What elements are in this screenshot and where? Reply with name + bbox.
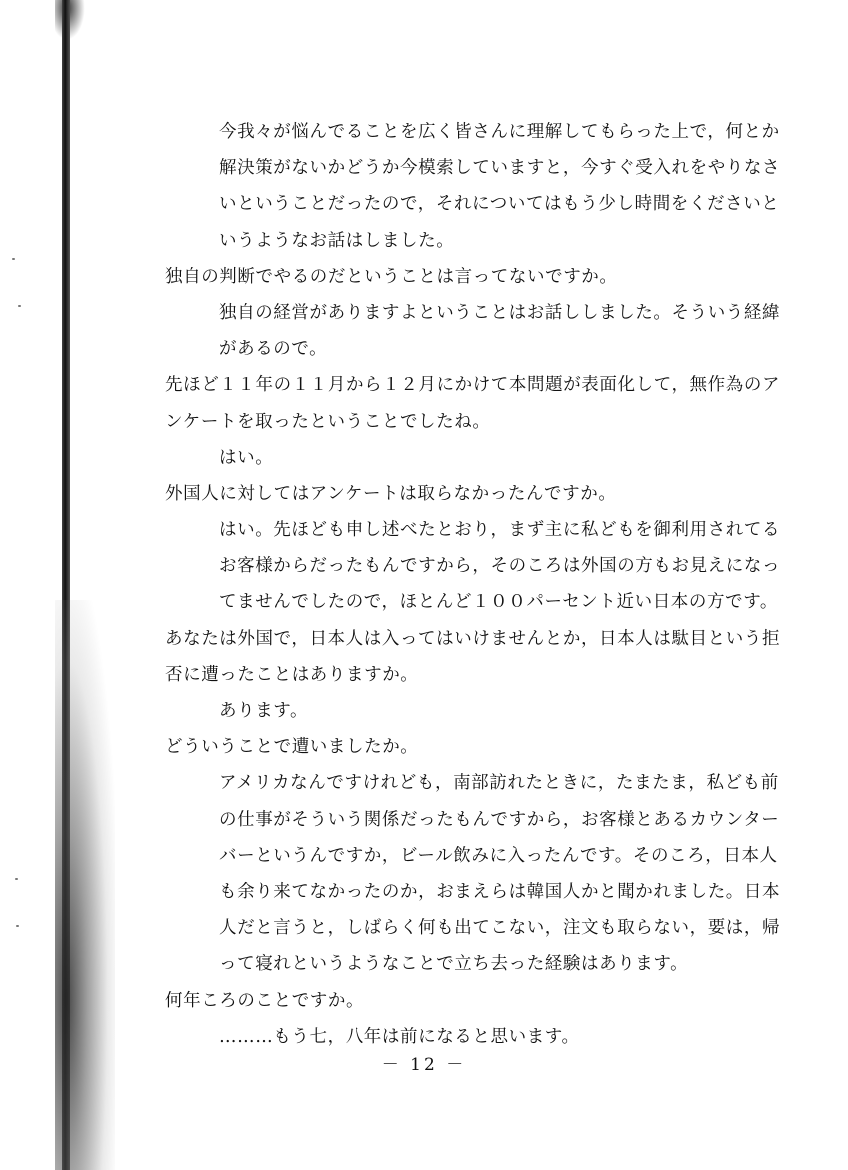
answer-line: 今我々が悩んでることを広く皆さんに理解してもらった上で，何とか: [219, 122, 780, 142]
question-line: ンケートを取ったということでしたね。: [165, 411, 491, 432]
answer-line: 人だと言うと，しばらく何も出てこない，注文も取らない，要は，帰: [219, 918, 781, 939]
question-line: 独自の判断でやるのだということは言ってないですか。: [165, 266, 618, 287]
question-line: どういうことで遭いましたか。: [165, 737, 419, 758]
answer-line: 独自の経営がありますよということはお話ししました。そういう経緯: [219, 302, 781, 323]
answer-line: アメリカなんですけれども，南部訪れたときに，たまたま，私ども前: [219, 773, 779, 794]
page-number: － 12 －: [381, 1055, 467, 1075]
answer-line: って寝れというようなことで立ち去った経験はあります。: [219, 954, 689, 975]
answer-line: いうようなお話はしました。: [219, 230, 455, 251]
answer-line: ………もう七，八年は前になると思います。: [219, 1026, 580, 1047]
answer-line: はい。: [219, 447, 274, 468]
scan-speck: [12, 258, 15, 260]
scan-speck: [18, 305, 21, 307]
answer-line: あります。: [219, 701, 309, 721]
answer-line: バーというんですか，ビール飲みに入ったんです。そのころ，日本人: [219, 845, 778, 866]
question-line: 先ほど１１年の１１月から１２月にかけて本問題が表面化して，無作為のア: [165, 375, 781, 396]
question-line: 外国人に対してはアンケートは取らなかったんですか。: [165, 483, 617, 504]
question-line: 否に遭ったことはありますか。: [165, 664, 419, 685]
question-line: 何年ころのことですか。: [165, 990, 365, 1011]
scan-speck: [15, 878, 18, 880]
answer-line: お客様からだったもんですから，そのころは外国の方もお見えになっ: [219, 556, 781, 577]
transcript-body: [165, 114, 805, 1055]
answer-line: いということだったので，それについてはもう少し時間をくださいと: [219, 194, 780, 215]
answer-line: 解決策がないかどうか今模索していますと，今すぐ受入れをやりなさ: [219, 158, 781, 179]
scan-speck: [16, 925, 19, 927]
answer-line: があるので。: [219, 339, 328, 360]
binding-shadow-top: [55, 0, 85, 40]
binding-shadow-bottom: [55, 600, 115, 1170]
answer-line: も余り来てなかったのか，おまえらは韓国人かと聞かれました。日本: [219, 881, 781, 902]
answer-line: の仕事がそういう関係だったもんですから，お客様とあるカウンター: [219, 809, 780, 830]
question-line: あなたは外国で，日本人は入ってはいけませんとか，日本人は駄目という拒: [165, 628, 781, 649]
answer-line: はい。先ほども申し述べたとおり，まず主に私どもを御利用されてる: [219, 520, 781, 541]
answer-line: てませんでしたので，ほとんど１００パーセント近い日本の方です。: [219, 592, 778, 613]
